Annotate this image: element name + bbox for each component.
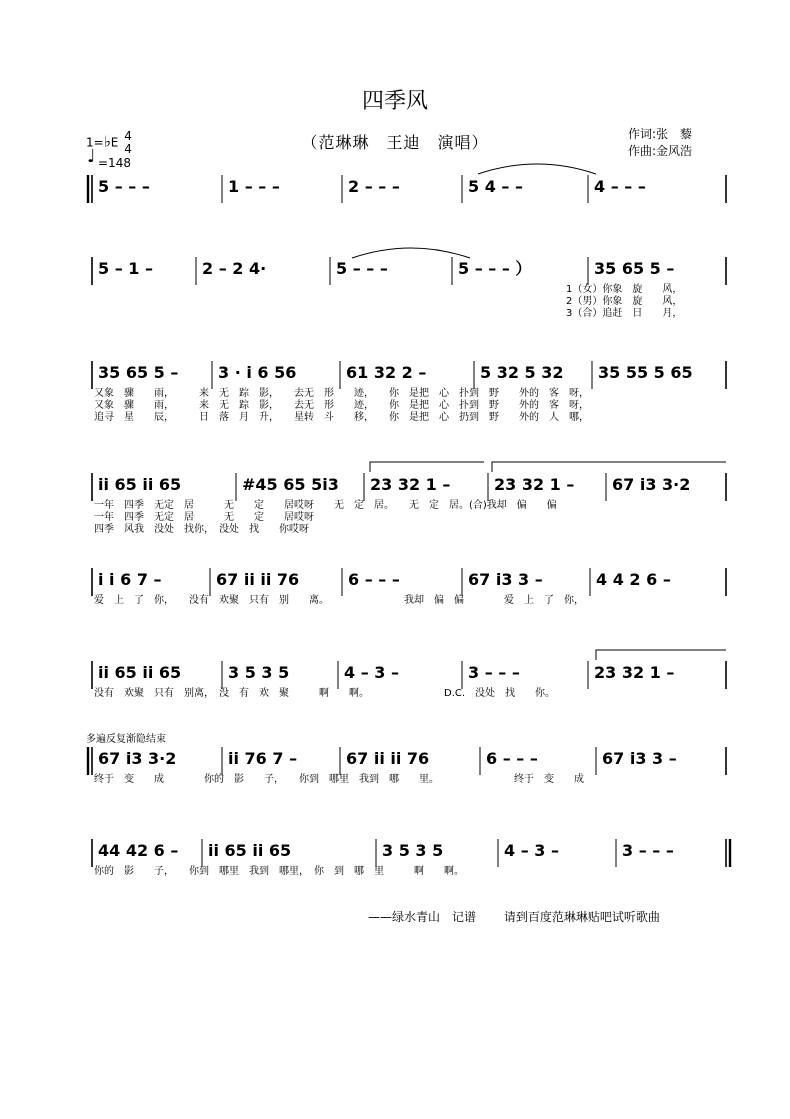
measure-notes: 67 i3 3 – — [602, 749, 677, 768]
measure-notes: 3 – – – — [622, 841, 674, 860]
measure-notes: 35 55 5 65 — [598, 363, 693, 382]
measure-notes: 6 – – – — [486, 749, 538, 768]
measure-notes: 67 i3 3·2 — [98, 749, 177, 768]
measure-notes: 23 32 1 – — [494, 475, 575, 494]
measure-notes: 5 – – – — [98, 177, 150, 196]
volta-bracket — [370, 462, 484, 472]
repeat-annotation: 多遍反复渐隐结束 — [86, 734, 166, 745]
lyric-line: 一年 四季 无定 居 无 定 居哎呀 无 定 居。 无 定 居。(合)我却 偏 偏 — [94, 500, 557, 511]
measure-notes: 5 – – – ） — [458, 259, 532, 278]
measure-notes: ii 65 ii 65 — [98, 475, 182, 494]
measure-notes: i i 6 7 – — [98, 570, 162, 589]
measure-notes: 35 65 5 – — [594, 259, 675, 278]
measure-notes: 23 32 1 – — [370, 475, 451, 494]
lyric-line: 又象 骤 雨， 来 无 踪 影， 去无 形 迹， 你 是把 心 扑到 野 外的 客 呀， — [94, 400, 589, 411]
lyric-line: 3（合）追赶 日 月， — [566, 308, 683, 319]
volta-bracket — [492, 462, 726, 472]
lyric-line: 2（男）你象 旋 风， — [566, 296, 683, 307]
measure-notes: 1 – – – — [228, 177, 280, 196]
measure-notes: 67 ii ii 76 — [216, 570, 300, 589]
key-note: E — [110, 135, 119, 150]
lyric-line: 追寻 星 辰， 日 落 月 升， 星转 斗 移， 你 是把 心 扔到 野 外的 人 哪， — [94, 412, 589, 423]
composer: 作曲:金风浩 — [628, 144, 693, 158]
measure-notes: 3 5 3 5 — [228, 663, 290, 682]
measure-notes: ii 65 ii 65 — [208, 841, 292, 860]
measure-notes: 5 32 5 32 — [480, 363, 564, 382]
listen-note: 请到百度范琳琳贴吧试听歌曲 — [503, 910, 660, 924]
measure-notes: 5 – – – — [336, 259, 388, 278]
measure-notes: 3 5 3 5 — [382, 841, 444, 860]
measure-notes: 23 32 1 – — [594, 663, 675, 682]
measure-notes: 4 – – – — [594, 177, 646, 196]
lyricist: 作词:张 藜 — [628, 127, 693, 141]
measure-notes: 6 – – – — [348, 570, 400, 589]
measure-notes: 4 – 3 – — [344, 663, 399, 682]
measure-notes: 3 · i 6 56 — [218, 363, 297, 382]
volta-bracket — [596, 650, 726, 660]
lyric-line: 终于 变 成 你的 影 子， 你到 哪里 我到 哪 里。 终于 变 成 — [94, 774, 584, 785]
key-label: 1= — [86, 135, 104, 150]
measure-notes: 2 – – – — [348, 177, 400, 196]
slur — [478, 164, 596, 174]
measure-notes: 2 – 2 4· — [202, 259, 267, 278]
measure-notes: 44 42 6 – — [98, 841, 179, 860]
lyric-line: 你的 影 子， 你到 哪里 我到 哪里， 你 到 哪 里 啊 啊。 — [94, 866, 464, 877]
time-top: 4 — [124, 129, 132, 143]
time-bottom: 4 — [124, 142, 132, 156]
lyric-line: 又象 骤 雨， 来 无 踪 影， 去无 形 迹， 你 是把 心 扑到 野 外的 客 呀， — [94, 388, 589, 399]
lyric-line: 1（女）你象 旋 风， — [566, 284, 683, 295]
measure-notes: 67 i3 3·2 — [612, 475, 691, 494]
measure-notes: 61 32 2 – — [346, 363, 427, 382]
key-flat: ♭ — [103, 132, 111, 151]
measure-notes: 35 65 5 – — [98, 363, 179, 382]
transcriber: ——绿水青山 记谱 — [368, 910, 477, 924]
measure-notes: 67 i3 3 – — [468, 570, 543, 589]
measure-notes: 5 – 1 – — [98, 259, 153, 278]
slur — [352, 248, 470, 258]
song-title: 四季风 — [361, 89, 428, 114]
measure-notes: 5 4 – – — [468, 177, 523, 196]
singers-line: （范琳琳 王迪 演唱） — [301, 133, 489, 152]
quarter-note-icon: ♩ — [87, 146, 96, 167]
measure-notes: 3 – – – — [468, 663, 520, 682]
footer — [368, 908, 684, 925]
lyric-line: 四季 风我 没处 找你， 没处 找 你哎呀 — [94, 524, 309, 535]
tempo-mark: =148 — [98, 156, 131, 170]
lyric-line: 一年 四季 无定 居 无 定 居哎呀 — [94, 512, 314, 523]
measure-notes: 4 – 3 – — [504, 841, 559, 860]
measure-notes: ii 65 ii 65 — [98, 663, 182, 682]
measure-notes: 4 4 2 6 – — [596, 570, 671, 589]
measure-notes: ii 76 7 – — [228, 749, 298, 768]
lyric-line: 爱 上 了 你， 没有 欢聚 只有 别 离。 我却 偏 偏 爱 上 了 你， — [94, 595, 584, 606]
measure-notes: #45 65 5i3 — [242, 475, 339, 494]
lyric-line: 没有 欢聚 只有 别离， 没 有 欢 聚 啊 啊。 D.C. 没处 找 你。 — [94, 688, 556, 699]
measure-notes: 67 ii ii 76 — [346, 749, 430, 768]
